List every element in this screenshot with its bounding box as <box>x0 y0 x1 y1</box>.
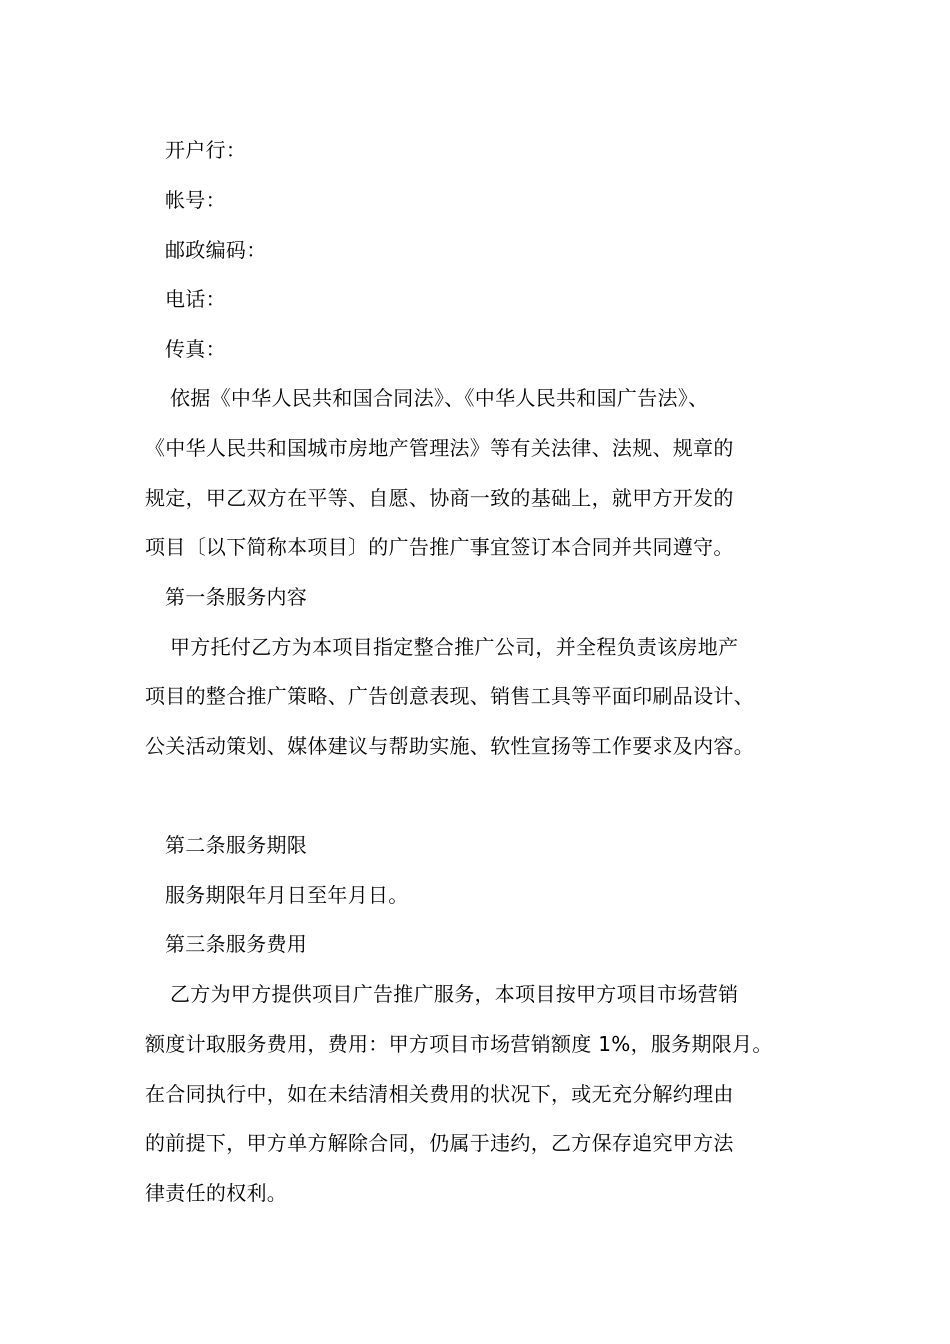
bank-label: 开户行： <box>165 138 247 162</box>
article-2-heading: 第二条服务期限 <box>165 833 308 857</box>
article-1-heading: 第一条服务内容 <box>165 585 308 609</box>
account-label: 帐号： <box>165 188 226 212</box>
article-3-line-1: 乙方为甲方提供项目广告推广服务，本项目按甲方项目市场营销 <box>170 982 739 1006</box>
article-3-line-4: 的前提下，甲方单方解除合同，仍属于违约，乙方保存追究甲方法 <box>145 1131 734 1155</box>
article-2-line-1: 服务期限年月日至年月日。 <box>165 883 409 907</box>
preamble-line-4: 项目〔以下简称本项目〕的广告推广事宜签订本合同并共同遵守。 <box>145 535 734 559</box>
preamble-line-1: 依据《中华人民共和国合同法》、《中华人民共和国广告法》、 <box>170 386 709 410</box>
article-3-line-5: 律责任的权利。 <box>145 1181 288 1205</box>
preamble-line-2: 《中华人民共和国城市房地产管理法》等有关法律、法规、规章的 <box>145 436 734 460</box>
article-3-line-3: 在合同执行中，如在未结清相关费用的状况下，或无充分解约理由 <box>145 1082 734 1106</box>
article-1-line-3: 公关活动策划、媒体建议与帮助实施、软性宣扬等工作要求及内容。 <box>145 734 754 758</box>
phone-label: 电话： <box>165 287 226 311</box>
article-3-heading: 第三条服务费用 <box>165 932 308 956</box>
fax-label: 传真： <box>165 337 226 361</box>
article-1-line-2: 项目的整合推广策略、广告创意表现、销售工具等平面印刷品设计、 <box>145 684 754 708</box>
article-1-line-1: 甲方托付乙方为本项目指定整合推广公司，并全程负责该房地产 <box>170 635 739 659</box>
preamble-line-3: 规定，甲乙双方在平等、自愿、协商一致的基础上，就甲方开发的 <box>145 486 734 510</box>
postal-code-label: 邮政编码： <box>165 238 267 262</box>
article-3-line-2: 额度计取服务费用，费用：甲方项目市场营销额度 1%，服务期限月。 <box>145 1032 773 1056</box>
